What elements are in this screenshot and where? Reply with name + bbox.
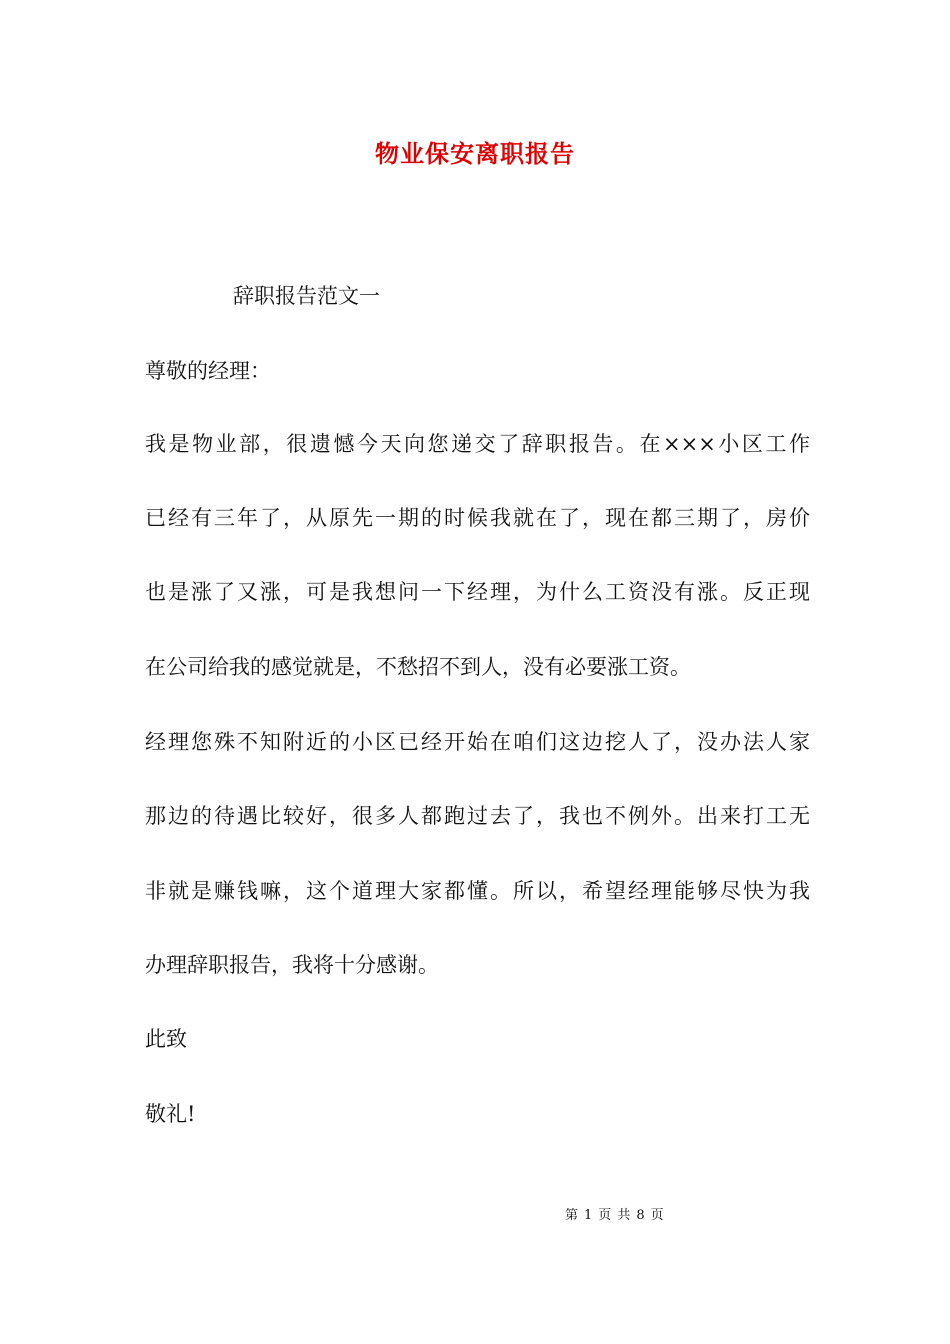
paragraph-line: 也是涨了又涨，可是我想问一下经理，为什么工资没有涨。反正现 (145, 580, 810, 604)
page-label-prefix: 第 (565, 1208, 579, 1223)
subtitle: 辞职报告范文一 (233, 284, 380, 308)
total-pages-number: 8 (636, 1208, 645, 1223)
paragraph-line: 非就是赚钱嘛，这个道理大家都懂。所以，希望经理能够尽快为我 (145, 879, 810, 903)
salutation: 尊敬的经理： (145, 359, 271, 383)
regards: 敬礼! (145, 1102, 196, 1126)
closing: 此致 (145, 1027, 187, 1051)
document-title: 物业保安离职报告 (375, 139, 575, 168)
total-label: 共 (617, 1208, 631, 1223)
paragraph-line: 我是物业部，很遗憾今天向您递交了辞职报告。在×××小区工作 (145, 432, 810, 456)
page-number-footer (565, 1206, 670, 1226)
paragraph-line: 经理您殊不知附近的小区已经开始在咱们这边挖人了，没办法人家 (145, 730, 810, 754)
paragraph-line: 那边的待遇比较好，很多人都跑过去了，我也不例外。出来打工无 (145, 804, 810, 828)
current-page-number: 1 (584, 1208, 593, 1223)
page-label-suffix: 页 (650, 1208, 664, 1223)
paragraph-line: 已经有三年了，从原先一期的时候我就在了，现在都三期了，房价 (145, 506, 810, 530)
paragraph-line: 办理辞职报告，我将十分感谢。 (145, 953, 439, 977)
page-label-mid: 页 (598, 1208, 612, 1223)
paragraph-line: 在公司给我的感觉就是，不愁招不到人，没有必要涨工资。 (145, 655, 691, 679)
